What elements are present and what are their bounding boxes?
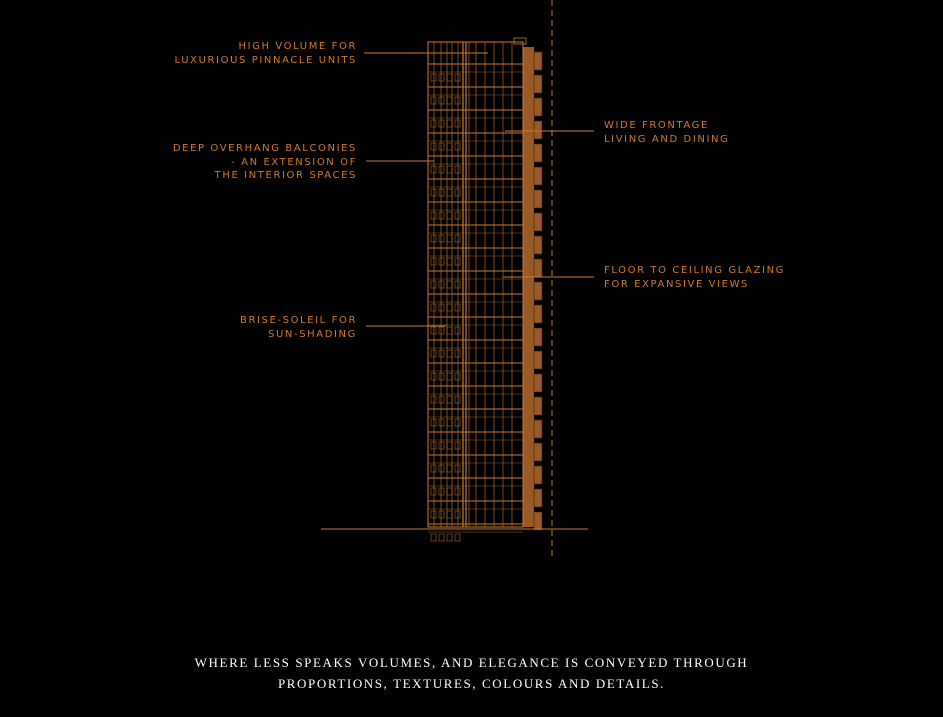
shading-fin xyxy=(534,420,542,438)
balcony-window xyxy=(431,97,436,104)
balcony-window xyxy=(455,143,460,150)
shading-fin xyxy=(534,328,542,346)
balcony-window xyxy=(439,327,444,334)
balcony-window xyxy=(431,534,436,541)
balcony-window xyxy=(431,258,436,265)
callout-floor-to-ceiling xyxy=(604,264,785,291)
shading-fin xyxy=(534,259,542,277)
balcony-window xyxy=(431,235,436,242)
balcony-window xyxy=(455,511,460,518)
shading-fin xyxy=(534,351,542,369)
balcony-window xyxy=(447,442,452,449)
balcony-window xyxy=(431,488,436,495)
shading-fin xyxy=(534,305,542,323)
shading-fin xyxy=(534,213,542,231)
callout-line: LIVING AND DINING xyxy=(604,133,730,145)
tagline-line: WHERE LESS SPEAKS VOLUMES, AND ELEGANCE IS CONVEYED THROUGH xyxy=(194,655,749,670)
roof-crown xyxy=(514,38,526,44)
balcony-window xyxy=(439,465,444,472)
balcony-window xyxy=(447,258,452,265)
balcony-window xyxy=(455,442,460,449)
balcony-window xyxy=(439,166,444,173)
shading-fin xyxy=(534,121,542,139)
balcony-window xyxy=(447,511,452,518)
callout-line: LUXURIOUS PINNACLE UNITS xyxy=(174,54,357,66)
balcony-window xyxy=(431,189,436,196)
balcony-window xyxy=(431,304,436,311)
balcony-window xyxy=(447,120,452,127)
balcony-window xyxy=(455,97,460,104)
balcony-window xyxy=(447,74,452,81)
balcony-window xyxy=(447,97,452,104)
balcony-window xyxy=(431,442,436,449)
callout-line: FOR EXPANSIVE VIEWS xyxy=(604,278,750,290)
callout-line: BRISE-SOLEIL FOR xyxy=(239,315,357,326)
balcony-window xyxy=(447,534,452,541)
balcony-window xyxy=(455,189,460,196)
balcony-window xyxy=(455,373,460,380)
tower-elevation xyxy=(428,38,542,541)
balcony-window xyxy=(447,350,452,357)
balcony-window xyxy=(455,534,460,541)
shading-fin xyxy=(534,144,542,162)
balcony-window xyxy=(431,396,436,403)
shading-fin xyxy=(534,167,542,185)
balcony-window xyxy=(447,281,452,288)
balcony-window xyxy=(431,327,436,334)
balcony-window xyxy=(455,327,460,334)
callout-line: - AN EXTENSION OF xyxy=(231,156,357,168)
balcony-window xyxy=(447,419,452,426)
balcony-window xyxy=(455,304,460,311)
shading-fin xyxy=(534,489,542,507)
balcony-window xyxy=(455,465,460,472)
tower-outline xyxy=(428,42,523,527)
balcony-window xyxy=(455,281,460,288)
balcony-window xyxy=(455,396,460,403)
balcony-window xyxy=(447,212,452,219)
balcony-window xyxy=(439,373,444,380)
balcony-window xyxy=(447,166,452,173)
shading-fin xyxy=(534,374,542,392)
callout-line: HIGH VOLUME FOR xyxy=(238,41,357,52)
balcony-window xyxy=(439,511,444,518)
balcony-window xyxy=(455,166,460,173)
balcony-window xyxy=(431,419,436,426)
balcony-window xyxy=(447,373,452,380)
callout-brise-soleil xyxy=(240,314,357,341)
facade-panel xyxy=(523,47,534,527)
balcony-window xyxy=(431,350,436,357)
tagline-line: PROPORTIONS, TEXTURES, COLOURS AND DETAILS. xyxy=(277,676,666,691)
balcony-window xyxy=(455,488,460,495)
balcony-window xyxy=(431,465,436,472)
balcony-window xyxy=(439,235,444,242)
balcony-window xyxy=(439,212,444,219)
shading-fin xyxy=(534,52,542,70)
callout-line: WIDE FRONTAGE xyxy=(604,120,709,131)
balcony-window xyxy=(455,235,460,242)
shading-fin xyxy=(534,466,542,484)
balcony-window xyxy=(439,396,444,403)
balcony-window xyxy=(439,419,444,426)
shading-fin xyxy=(534,236,542,254)
tagline xyxy=(0,652,943,694)
shading-fin xyxy=(534,98,542,116)
balcony-window xyxy=(431,212,436,219)
balcony-window xyxy=(447,396,452,403)
callout-line: SUN-SHADING xyxy=(268,328,357,340)
callout-line: DEEP OVERHANG BALCONIES xyxy=(172,143,357,154)
balcony-window xyxy=(455,74,460,81)
balcony-window xyxy=(439,74,444,81)
balcony-window xyxy=(439,304,444,311)
callout-wide-frontage xyxy=(604,119,729,146)
callout-line: FLOOR TO CEILING GLAZING xyxy=(604,265,785,276)
balcony-window xyxy=(455,350,460,357)
shading-fin xyxy=(534,397,542,415)
leader-lines xyxy=(364,53,594,326)
balcony-window xyxy=(439,189,444,196)
shading-fin xyxy=(534,282,542,300)
balcony-window xyxy=(447,327,452,334)
balcony-window xyxy=(431,166,436,173)
balcony-window xyxy=(439,488,444,495)
shading-fin xyxy=(534,443,542,461)
balcony-window xyxy=(439,281,444,288)
shading-fin xyxy=(534,512,542,530)
balcony-window xyxy=(447,304,452,311)
balcony-window xyxy=(447,143,452,150)
balcony-window xyxy=(431,281,436,288)
callout-high-volume xyxy=(175,40,357,67)
balcony-window xyxy=(439,97,444,104)
balcony-window xyxy=(455,120,460,127)
shading-fin xyxy=(534,75,542,93)
balcony-window xyxy=(431,74,436,81)
balcony-window xyxy=(447,488,452,495)
callout-deep-overhang xyxy=(173,142,357,183)
callout-line: THE INTERIOR SPACES xyxy=(214,170,357,181)
balcony-window xyxy=(447,465,452,472)
balcony-window xyxy=(431,511,436,518)
balcony-window xyxy=(455,419,460,426)
balcony-window xyxy=(447,189,452,196)
balcony-window xyxy=(439,534,444,541)
balcony-window xyxy=(455,212,460,219)
balcony-window xyxy=(431,143,436,150)
shading-fin xyxy=(534,190,542,208)
balcony-window xyxy=(447,235,452,242)
balcony-window xyxy=(439,143,444,150)
balcony-window xyxy=(455,258,460,265)
balcony-window xyxy=(439,120,444,127)
balcony-window xyxy=(431,373,436,380)
balcony-window xyxy=(439,258,444,265)
balcony-window xyxy=(439,442,444,449)
balcony-window xyxy=(431,120,436,127)
balcony-window xyxy=(439,350,444,357)
